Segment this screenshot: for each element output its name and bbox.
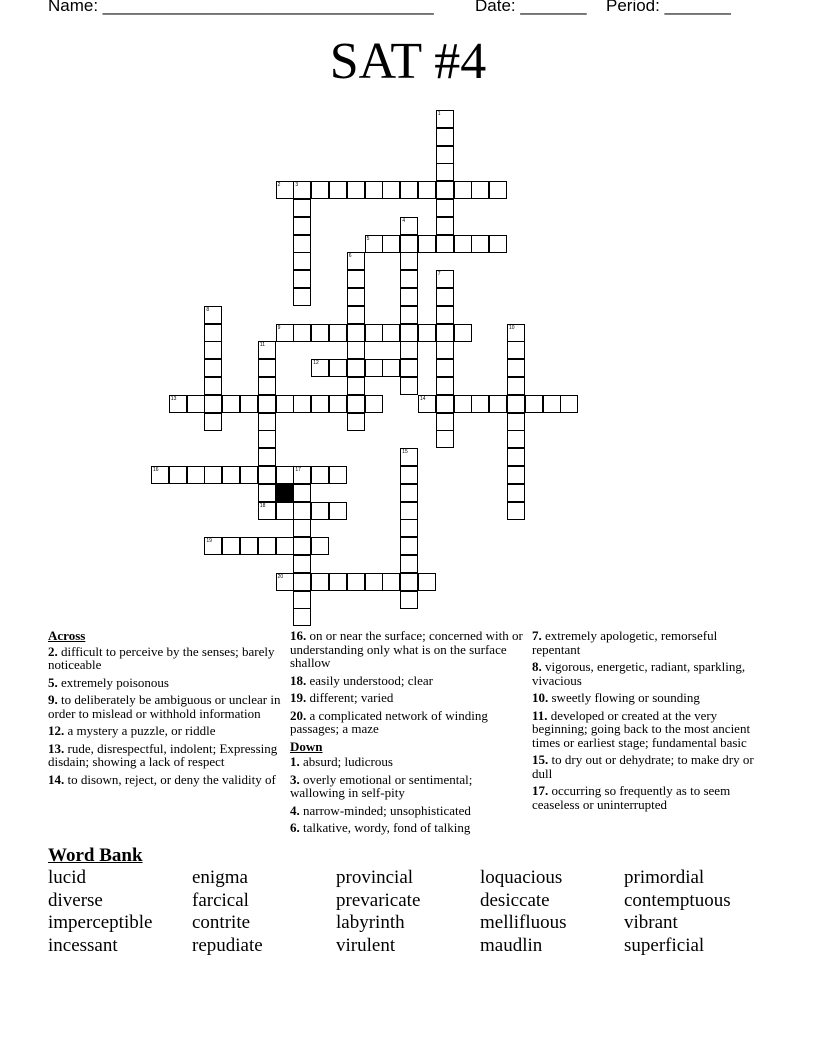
grid-cell[interactable] xyxy=(436,163,454,181)
grid-cell[interactable] xyxy=(436,413,454,431)
grid-cell[interactable] xyxy=(293,324,311,342)
grid-cell[interactable] xyxy=(400,235,418,253)
grid-cell[interactable] xyxy=(204,377,222,395)
grid-cell[interactable] xyxy=(258,430,276,448)
page-title: SAT #4 xyxy=(329,33,487,90)
grid-cell[interactable] xyxy=(507,430,525,448)
word-bank-item: provincial xyxy=(336,867,414,888)
grid-cell[interactable] xyxy=(365,573,383,591)
grid-cell[interactable] xyxy=(347,395,365,413)
grid-cell[interactable] xyxy=(507,341,525,359)
grid-cell[interactable] xyxy=(329,359,347,377)
clue-down-6: 6. talkative, wordy, fond of talking xyxy=(290,820,471,835)
clue-across-14: 14. to disown, reject, or deny the validity of xyxy=(48,771,276,787)
grid-cell[interactable] xyxy=(436,235,454,253)
grid-cell[interactable] xyxy=(329,324,347,342)
grid-cell[interactable] xyxy=(258,341,276,359)
grid-cell[interactable] xyxy=(204,359,222,377)
grid-cell[interactable] xyxy=(258,502,276,520)
grid-cell[interactable] xyxy=(543,395,561,413)
word-bank-item: enigma xyxy=(192,867,248,888)
grid-cell[interactable] xyxy=(436,359,454,377)
grid-cell[interactable] xyxy=(400,573,418,591)
clue-across-19: 19. different; varied xyxy=(290,690,394,705)
grid-cell[interactable] xyxy=(471,395,489,413)
grid-cell[interactable] xyxy=(454,395,472,413)
grid-cell[interactable] xyxy=(276,502,294,520)
grid-cell[interactable] xyxy=(347,377,365,395)
grid-cell[interactable] xyxy=(382,324,400,342)
grid-cell[interactable] xyxy=(222,395,240,413)
grid-cell[interactable] xyxy=(222,537,240,555)
grid-cell[interactable] xyxy=(311,466,329,484)
word-bank-item: virulent xyxy=(336,934,396,956)
grid-cell[interactable] xyxy=(151,466,169,484)
grid-cell[interactable] xyxy=(204,341,222,359)
grid-cell[interactable] xyxy=(293,270,311,288)
grid-cell[interactable] xyxy=(560,395,578,413)
word-bank-item: imperceptible xyxy=(48,912,153,933)
clue-number: 17 xyxy=(295,467,301,473)
grid-cell[interactable] xyxy=(525,395,543,413)
grid-cell[interactable] xyxy=(436,430,454,448)
grid-cell[interactable] xyxy=(347,306,365,324)
grid-cell[interactable] xyxy=(276,324,294,342)
grid-cell[interactable] xyxy=(507,359,525,377)
grid-cell[interactable] xyxy=(276,395,294,413)
grid-cell[interactable] xyxy=(258,537,276,555)
grid-cell[interactable] xyxy=(489,181,507,199)
down-heading: Down xyxy=(290,738,323,754)
word-bank-item: repudiate xyxy=(192,934,263,956)
clue-across-12: 12. a mystery a puzzle, or riddle xyxy=(48,723,216,738)
grid-cell[interactable] xyxy=(311,359,329,377)
grid-cell[interactable] xyxy=(258,466,276,484)
clues-column-1 xyxy=(48,629,284,790)
clue-number: 6 xyxy=(348,253,352,260)
grid-cell[interactable] xyxy=(436,377,454,395)
grid-cell[interactable] xyxy=(436,217,454,235)
grid-cell[interactable] xyxy=(436,110,454,128)
grid-cell[interactable] xyxy=(400,306,418,324)
grid-cell[interactable] xyxy=(204,537,222,555)
grid-cell[interactable] xyxy=(293,555,311,573)
clues-column-3 xyxy=(532,629,768,815)
word-bank-item: vibrant xyxy=(624,912,678,933)
grid-cell[interactable] xyxy=(365,395,383,413)
grid-cell[interactable] xyxy=(436,181,454,199)
grid-cell[interactable] xyxy=(347,341,365,359)
grid-cell[interactable] xyxy=(293,288,311,306)
grid-cell[interactable] xyxy=(293,199,311,217)
grid-cell[interactable] xyxy=(400,377,418,395)
clue-number: 18 xyxy=(259,502,266,509)
grid-cell[interactable] xyxy=(471,181,489,199)
clue-number: 14 xyxy=(420,395,426,402)
grid-cell[interactable] xyxy=(258,395,276,413)
clue-number: 8 xyxy=(206,306,210,313)
grid-cell[interactable] xyxy=(276,573,294,591)
grid-cell[interactable] xyxy=(258,413,276,431)
grid-cell[interactable] xyxy=(169,466,187,484)
grid-cell[interactable] xyxy=(311,537,329,555)
grid-cell[interactable] xyxy=(293,537,311,555)
grid-cell[interactable] xyxy=(436,128,454,146)
grid-cell[interactable] xyxy=(400,270,418,288)
grid-cell[interactable] xyxy=(222,466,240,484)
grid-cell[interactable] xyxy=(436,146,454,164)
grid-cell[interactable] xyxy=(507,502,525,520)
grid-cell[interactable] xyxy=(400,591,418,609)
clue-number: 5 xyxy=(366,235,370,242)
grid-cell[interactable] xyxy=(418,324,436,342)
word-bank-heading: Word Bank xyxy=(48,845,143,866)
grid-cell[interactable] xyxy=(400,217,418,235)
word-bank-item: incessant xyxy=(48,934,118,956)
clue-number: 1 xyxy=(437,111,441,117)
grid-cell[interactable] xyxy=(436,199,454,217)
grid-cell[interactable] xyxy=(418,395,436,413)
grid-cell[interactable] xyxy=(382,359,400,377)
name-field-label: Name: ___________________________________ xyxy=(48,0,434,15)
grid-cell[interactable] xyxy=(204,466,222,484)
clue-number: 19 xyxy=(206,538,212,545)
word-bank xyxy=(48,867,768,957)
grid-cell[interactable] xyxy=(293,502,311,520)
grid-cell[interactable] xyxy=(454,235,472,253)
grid-cell[interactable] xyxy=(347,181,365,199)
grid-cell[interactable] xyxy=(240,395,258,413)
grid-cell[interactable] xyxy=(507,413,525,431)
grid-cell[interactable] xyxy=(436,306,454,324)
grid-cell[interactable] xyxy=(293,573,311,591)
grid-cell[interactable] xyxy=(365,235,383,253)
clue-number: 11 xyxy=(259,342,265,349)
grid-cell[interactable] xyxy=(329,466,347,484)
word-bank-item: desiccate xyxy=(480,889,550,911)
grid-cell[interactable] xyxy=(436,324,454,342)
grid-cell[interactable] xyxy=(258,359,276,377)
word-bank-item: mellifluous xyxy=(480,912,567,933)
grid-cell[interactable] xyxy=(311,502,329,520)
grid-cell[interactable] xyxy=(311,395,329,413)
grid-cell[interactable] xyxy=(293,252,311,270)
grid-cell[interactable] xyxy=(365,324,383,342)
grid-cell[interactable] xyxy=(276,181,294,199)
grid-cell[interactable] xyxy=(187,395,205,413)
grid-cell[interactable] xyxy=(400,341,418,359)
grid-cell[interactable] xyxy=(400,466,418,484)
grid-cell[interactable] xyxy=(311,181,329,199)
grid-cell[interactable] xyxy=(293,591,311,609)
word-bank-item: contemptuous xyxy=(624,889,731,911)
across-heading: Across xyxy=(48,628,86,643)
clue-down-7: 7. extremely apologetic, remorseful repentant xyxy=(532,628,718,657)
grid-cell[interactable] xyxy=(400,324,418,342)
grid-cell[interactable] xyxy=(329,181,347,199)
grid-cell[interactable] xyxy=(400,519,418,537)
grid-cell[interactable] xyxy=(365,359,383,377)
word-bank-item: maudlin xyxy=(480,934,543,956)
clue-down-3: 3. overly emotional or sentimental; wallowing in self-pity xyxy=(290,771,473,800)
grid-cell[interactable] xyxy=(382,573,400,591)
clue-down-8: 8. vigorous, energetic, radiant, sparkling, vivacious xyxy=(532,659,746,688)
grid-cell[interactable] xyxy=(311,573,329,591)
word-bank-item: farcical xyxy=(192,889,249,911)
word-bank-item: contrite xyxy=(192,912,251,933)
grid-cell[interactable] xyxy=(418,181,436,199)
grid-cell[interactable] xyxy=(436,270,454,288)
clue-across-16: 16. on or near the surface; concerned with or understanding only what is on the surface shallow xyxy=(290,628,523,670)
grid-cell[interactable] xyxy=(489,395,507,413)
grid-cell[interactable] xyxy=(347,359,365,377)
grid-cell[interactable] xyxy=(293,466,311,484)
clue-number: 13 xyxy=(170,395,177,402)
grid-cell[interactable] xyxy=(329,502,347,520)
grid-cell[interactable] xyxy=(258,484,276,502)
grid-cell[interactable] xyxy=(204,413,222,431)
grid-cell[interactable] xyxy=(507,377,525,395)
word-bank-item: prevaricate xyxy=(336,889,421,911)
word-bank-item: loquacious xyxy=(480,867,563,888)
grid-cell[interactable] xyxy=(347,324,365,342)
word-bank-item: diverse xyxy=(48,889,103,911)
grid-cell[interactable] xyxy=(258,377,276,395)
grid-cell[interactable] xyxy=(293,235,311,253)
grid-cell[interactable] xyxy=(347,252,365,270)
word-bank-item: superficial xyxy=(624,934,705,956)
clue-down-15: 15. to dry out or dehydrate; to make dry or dull xyxy=(532,752,754,781)
grid-cell[interactable] xyxy=(258,448,276,466)
grid-cell[interactable] xyxy=(400,537,418,555)
grid-cell[interactable] xyxy=(436,288,454,306)
grid-cell[interactable] xyxy=(400,555,418,573)
clue-number: 9 xyxy=(277,324,281,331)
grid-cell[interactable] xyxy=(400,448,418,466)
black-square xyxy=(276,484,294,502)
clue-across-13: 13. rude, disrespectful, indolent; Expressing disdain; showing a lack of respect xyxy=(48,740,278,769)
grid-cell[interactable] xyxy=(418,573,436,591)
grid-cell[interactable] xyxy=(204,306,222,324)
clue-number: 3 xyxy=(295,182,299,189)
grid-cell[interactable] xyxy=(382,235,400,253)
grid-cell[interactable] xyxy=(293,181,311,199)
clue-number: 10 xyxy=(509,324,515,331)
grid-cell[interactable] xyxy=(400,484,418,502)
grid-cell[interactable] xyxy=(240,537,258,555)
grid-cell[interactable] xyxy=(347,288,365,306)
grid-cell[interactable] xyxy=(276,537,294,555)
grid-cell[interactable] xyxy=(436,341,454,359)
grid-cell[interactable] xyxy=(400,181,418,199)
grid-cell[interactable] xyxy=(400,502,418,520)
clue-down-1: 1. absurd; ludicrous xyxy=(290,754,393,769)
grid-cell[interactable] xyxy=(418,235,436,253)
grid-cell[interactable] xyxy=(507,484,525,502)
grid-cell[interactable] xyxy=(187,466,205,484)
grid-cell[interactable] xyxy=(507,466,525,484)
grid-cell[interactable] xyxy=(329,395,347,413)
clue-across-18: 18. easily understood; clear xyxy=(290,672,433,688)
grid-cell[interactable] xyxy=(365,181,383,199)
grid-cell[interactable] xyxy=(347,270,365,288)
clue-down-4: 4. narrow-minded; unsophisticated xyxy=(290,802,471,818)
grid-cell[interactable] xyxy=(293,217,311,235)
word-bank-item: primordial xyxy=(624,867,705,888)
grid-cell[interactable] xyxy=(293,484,311,502)
grid-cell[interactable] xyxy=(454,324,472,342)
clue-across-2: 2. difficult to perceive by the senses; barely noticeable xyxy=(48,643,275,672)
grid-cell[interactable] xyxy=(400,288,418,306)
grid-cell[interactable] xyxy=(382,181,400,199)
clue-across-9: 9. to deliberately be ambiguous or unclear in order to mislead or withhold information xyxy=(48,692,281,721)
clue-down-10: 10. sweetly flowing or sounding xyxy=(532,690,700,705)
grid-cell[interactable] xyxy=(400,359,418,377)
grid-cell[interactable] xyxy=(507,324,525,342)
grid-cell[interactable] xyxy=(293,519,311,537)
grid-cell[interactable] xyxy=(489,235,507,253)
grid-cell[interactable] xyxy=(400,252,418,270)
clue-number: 12 xyxy=(313,360,319,367)
word-bank-item: lucid xyxy=(48,867,86,888)
grid-cell[interactable] xyxy=(329,573,347,591)
clue-number: 4 xyxy=(402,217,405,224)
grid-cell[interactable] xyxy=(293,608,311,626)
grid-cell[interactable] xyxy=(347,573,365,591)
clue-down-11: 11. developed or created at the very beginning; going back to the most ancient times or earliest stage; fundamental basic xyxy=(532,707,751,750)
grid-cell[interactable] xyxy=(507,448,525,466)
clues-column-2 xyxy=(290,629,526,839)
clue-number: 15 xyxy=(402,449,408,456)
clue-down-17: 17. occurring so frequently as to seem ceaseless or uninterrupted xyxy=(532,783,731,812)
date-field-label: Date: _______ xyxy=(475,0,587,15)
period-field-label: Period: _______ xyxy=(606,0,731,15)
clue-number: 20 xyxy=(277,573,284,580)
grid-cell[interactable] xyxy=(276,466,294,484)
grid-cell[interactable] xyxy=(204,324,222,342)
grid-cell[interactable] xyxy=(169,395,187,413)
clue-across-20: 20. a complicated network of winding passages; a maze xyxy=(290,707,488,736)
grid-cell[interactable] xyxy=(347,413,365,431)
grid-cell[interactable] xyxy=(240,466,258,484)
grid-cell[interactable] xyxy=(507,395,525,413)
clue-number: 16 xyxy=(153,467,159,473)
clue-number: 7 xyxy=(437,271,441,278)
grid-cell[interactable] xyxy=(454,181,472,199)
grid-cell[interactable] xyxy=(471,235,489,253)
grid-cell[interactable] xyxy=(293,395,311,413)
word-bank-item: labyrinth xyxy=(336,912,405,933)
grid-cell[interactable] xyxy=(436,395,454,413)
grid-cell[interactable] xyxy=(204,395,222,413)
grid-cell[interactable] xyxy=(311,324,329,342)
clue-number: 2 xyxy=(277,182,281,189)
clue-across-5: 5. extremely poisonous xyxy=(48,674,169,690)
